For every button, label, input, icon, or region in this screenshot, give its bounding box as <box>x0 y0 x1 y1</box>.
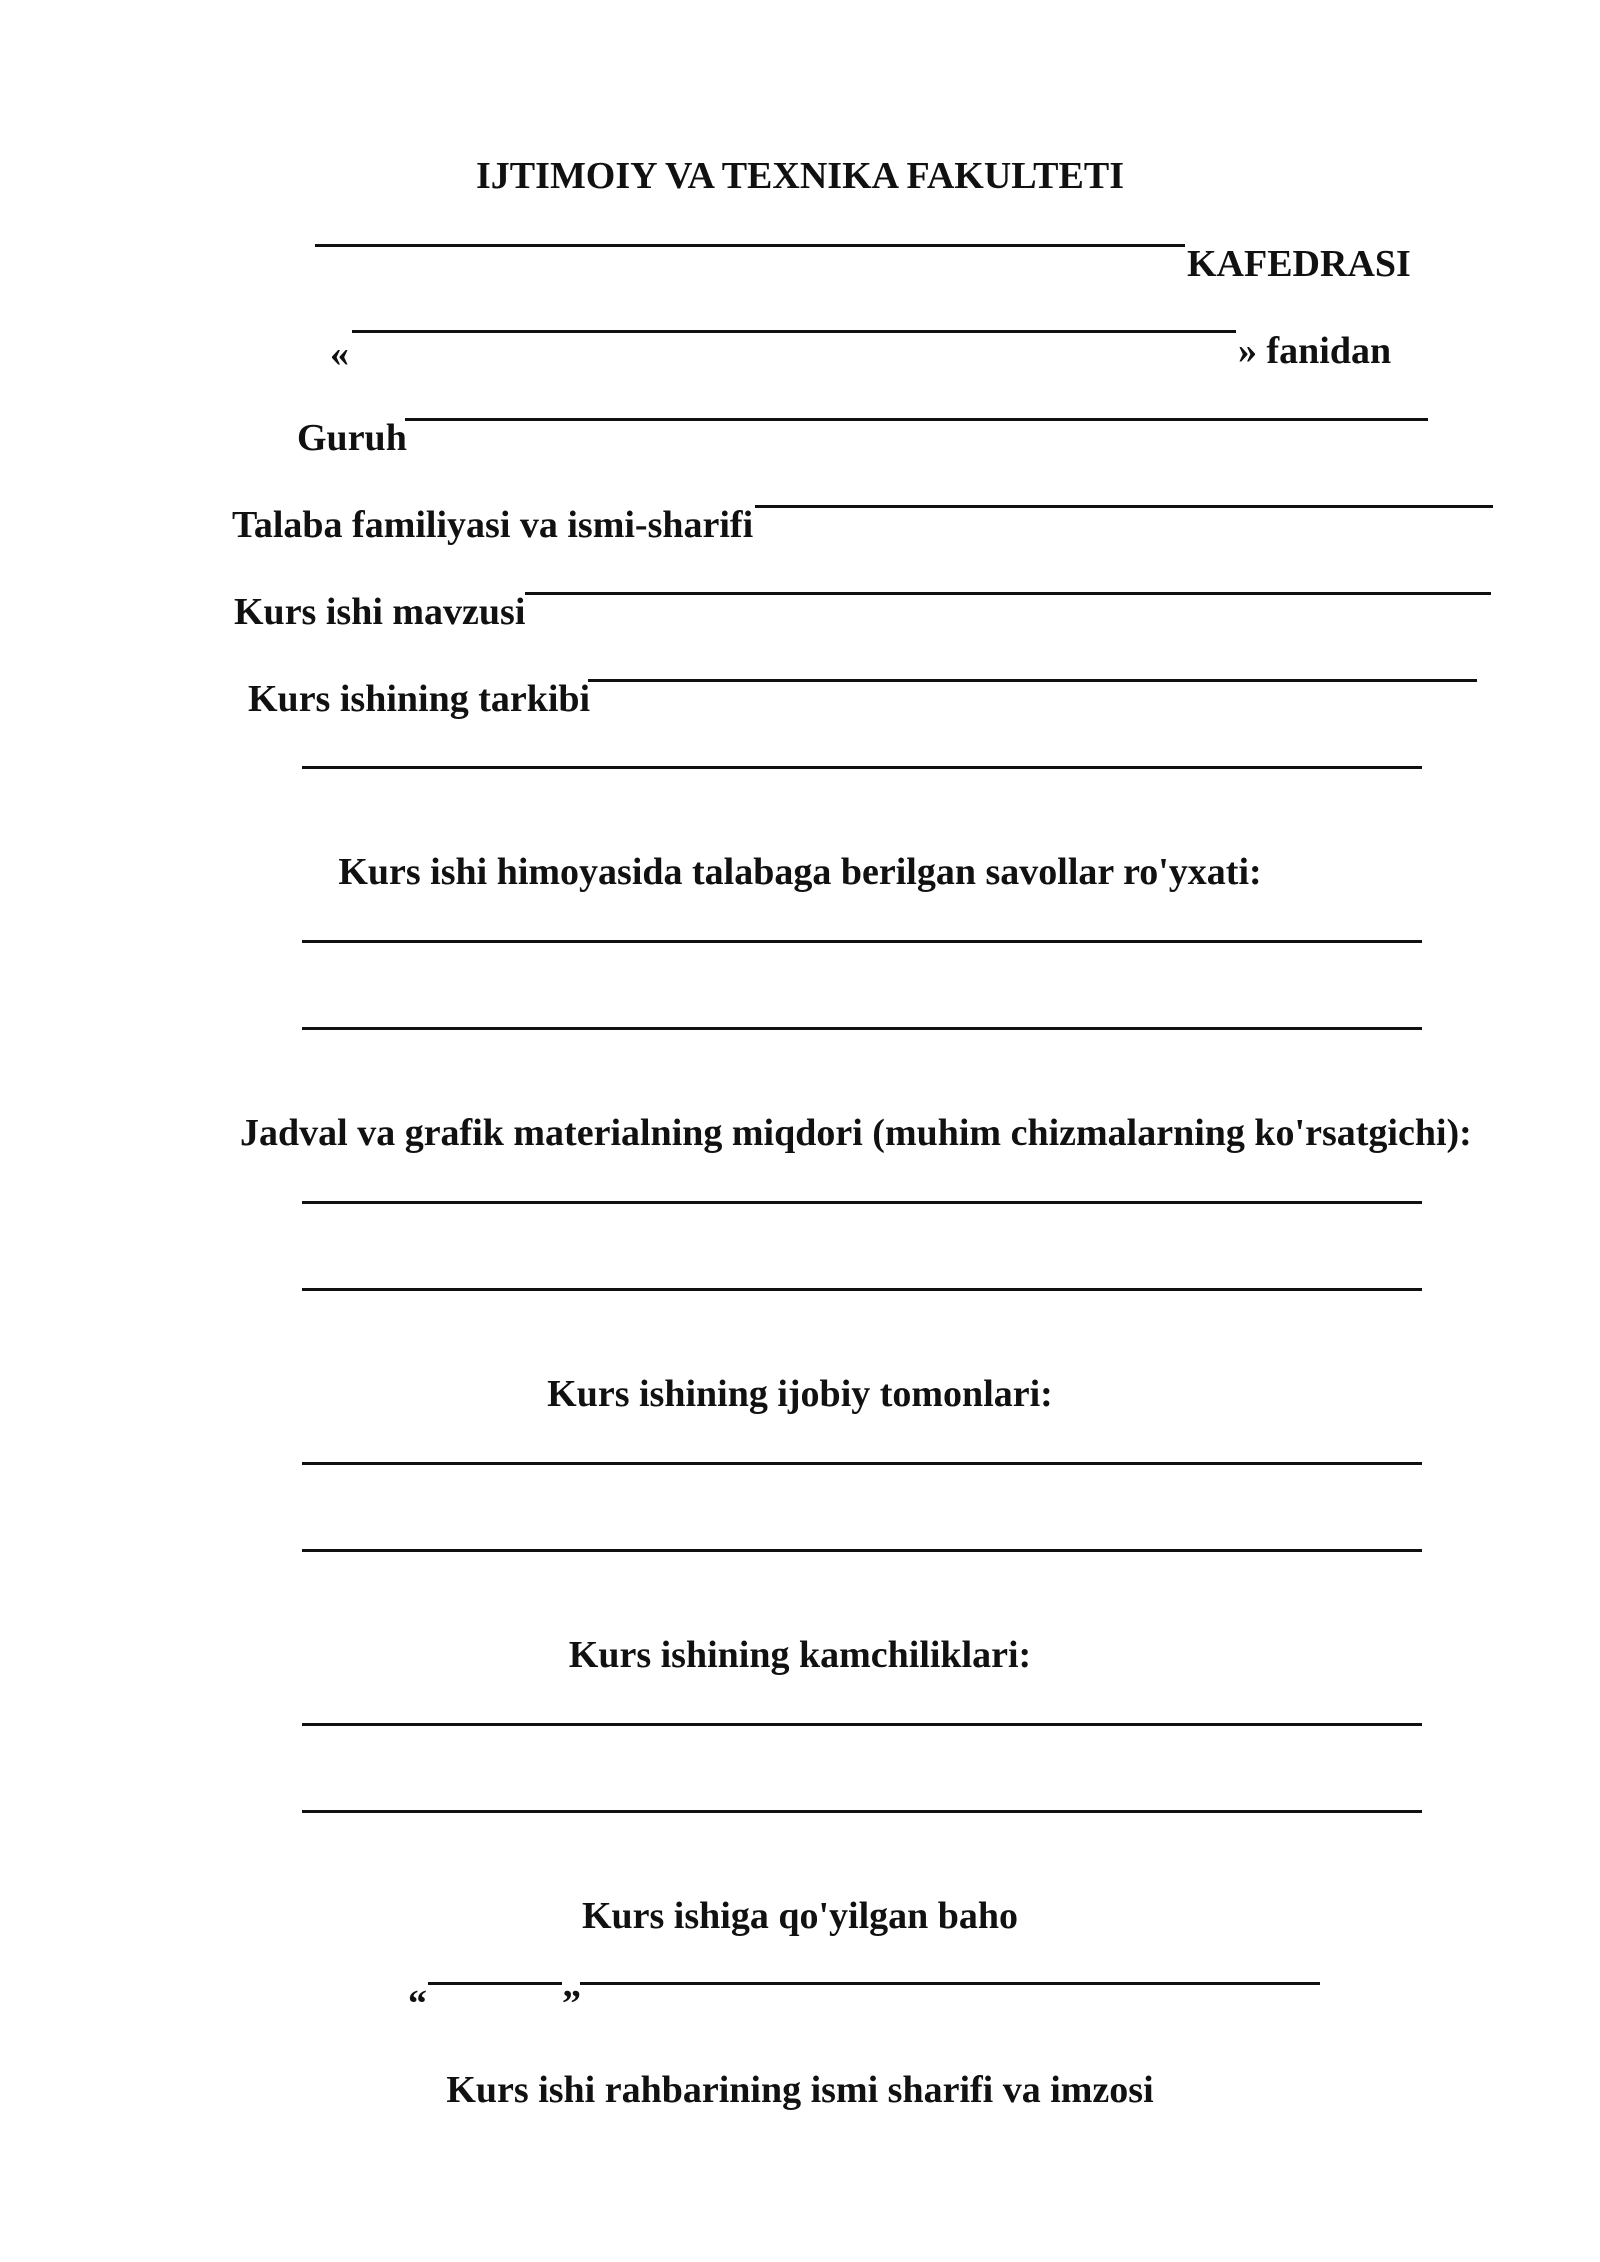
department-blank-line[interactable] <box>315 244 1185 247</box>
positives-blank-line-1[interactable] <box>302 1462 1422 1465</box>
department-suffix: KAFEDRASI <box>1187 243 1411 285</box>
subject-blank-line[interactable] <box>352 330 1236 333</box>
materials-title: Jadval va grafik materialning miqdori (muhim chizmalarning ko'rsatgichi): <box>240 1112 1472 1154</box>
positives-title: Kurs ishining ijobiy tomonlari: <box>547 1373 1053 1415</box>
shortcomings-blank-line-2[interactable] <box>302 1810 1422 1813</box>
structure-blank-line-2[interactable] <box>302 766 1422 769</box>
questions-blank-line-2[interactable] <box>302 1027 1422 1030</box>
subject-suffix: » fanidan <box>1238 330 1392 372</box>
shortcomings-blank-line-1[interactable] <box>302 1723 1422 1726</box>
grade-blank-line[interactable] <box>428 1982 562 1985</box>
faculty-title: IJTIMOIY VA TEXNIKA FAKULTETI <box>476 155 1124 197</box>
structure-label: Kurs ishining tarkibi <box>248 678 591 720</box>
group-label: Guruh <box>297 417 407 459</box>
date-blank-line[interactable] <box>580 1982 1320 1985</box>
materials-blank-line-1[interactable] <box>302 1201 1422 1204</box>
grade-close-quote: ” <box>562 1983 581 2025</box>
positives-blank-line-2[interactable] <box>302 1549 1422 1552</box>
grade-open-quote: “ <box>408 1983 427 2025</box>
questions-blank-line-1[interactable] <box>302 940 1422 943</box>
student-name-label: Talaba familiyasi va ismi-sharifi <box>232 504 754 546</box>
group-blank-line[interactable] <box>405 418 1428 421</box>
topic-label: Kurs ishi mavzusi <box>234 591 526 633</box>
materials-blank-line-2[interactable] <box>302 1288 1422 1291</box>
questions-title: Kurs ishi himoyasida talabaga berilgan savollar ro'yxati: <box>338 851 1262 893</box>
topic-blank-line[interactable] <box>525 592 1491 595</box>
structure-blank-line[interactable] <box>588 679 1477 682</box>
grade-title: Kurs ishiga qo'yilgan baho <box>581 1895 1019 1937</box>
student-name-blank-line[interactable] <box>755 505 1493 508</box>
subject-open-quote: « <box>330 333 349 375</box>
supervisor-title: Kurs ishi rahbarining ismi sharifi va imzosi <box>446 2069 1154 2111</box>
shortcomings-title: Kurs ishining kamchiliklari: <box>568 1634 1032 1676</box>
